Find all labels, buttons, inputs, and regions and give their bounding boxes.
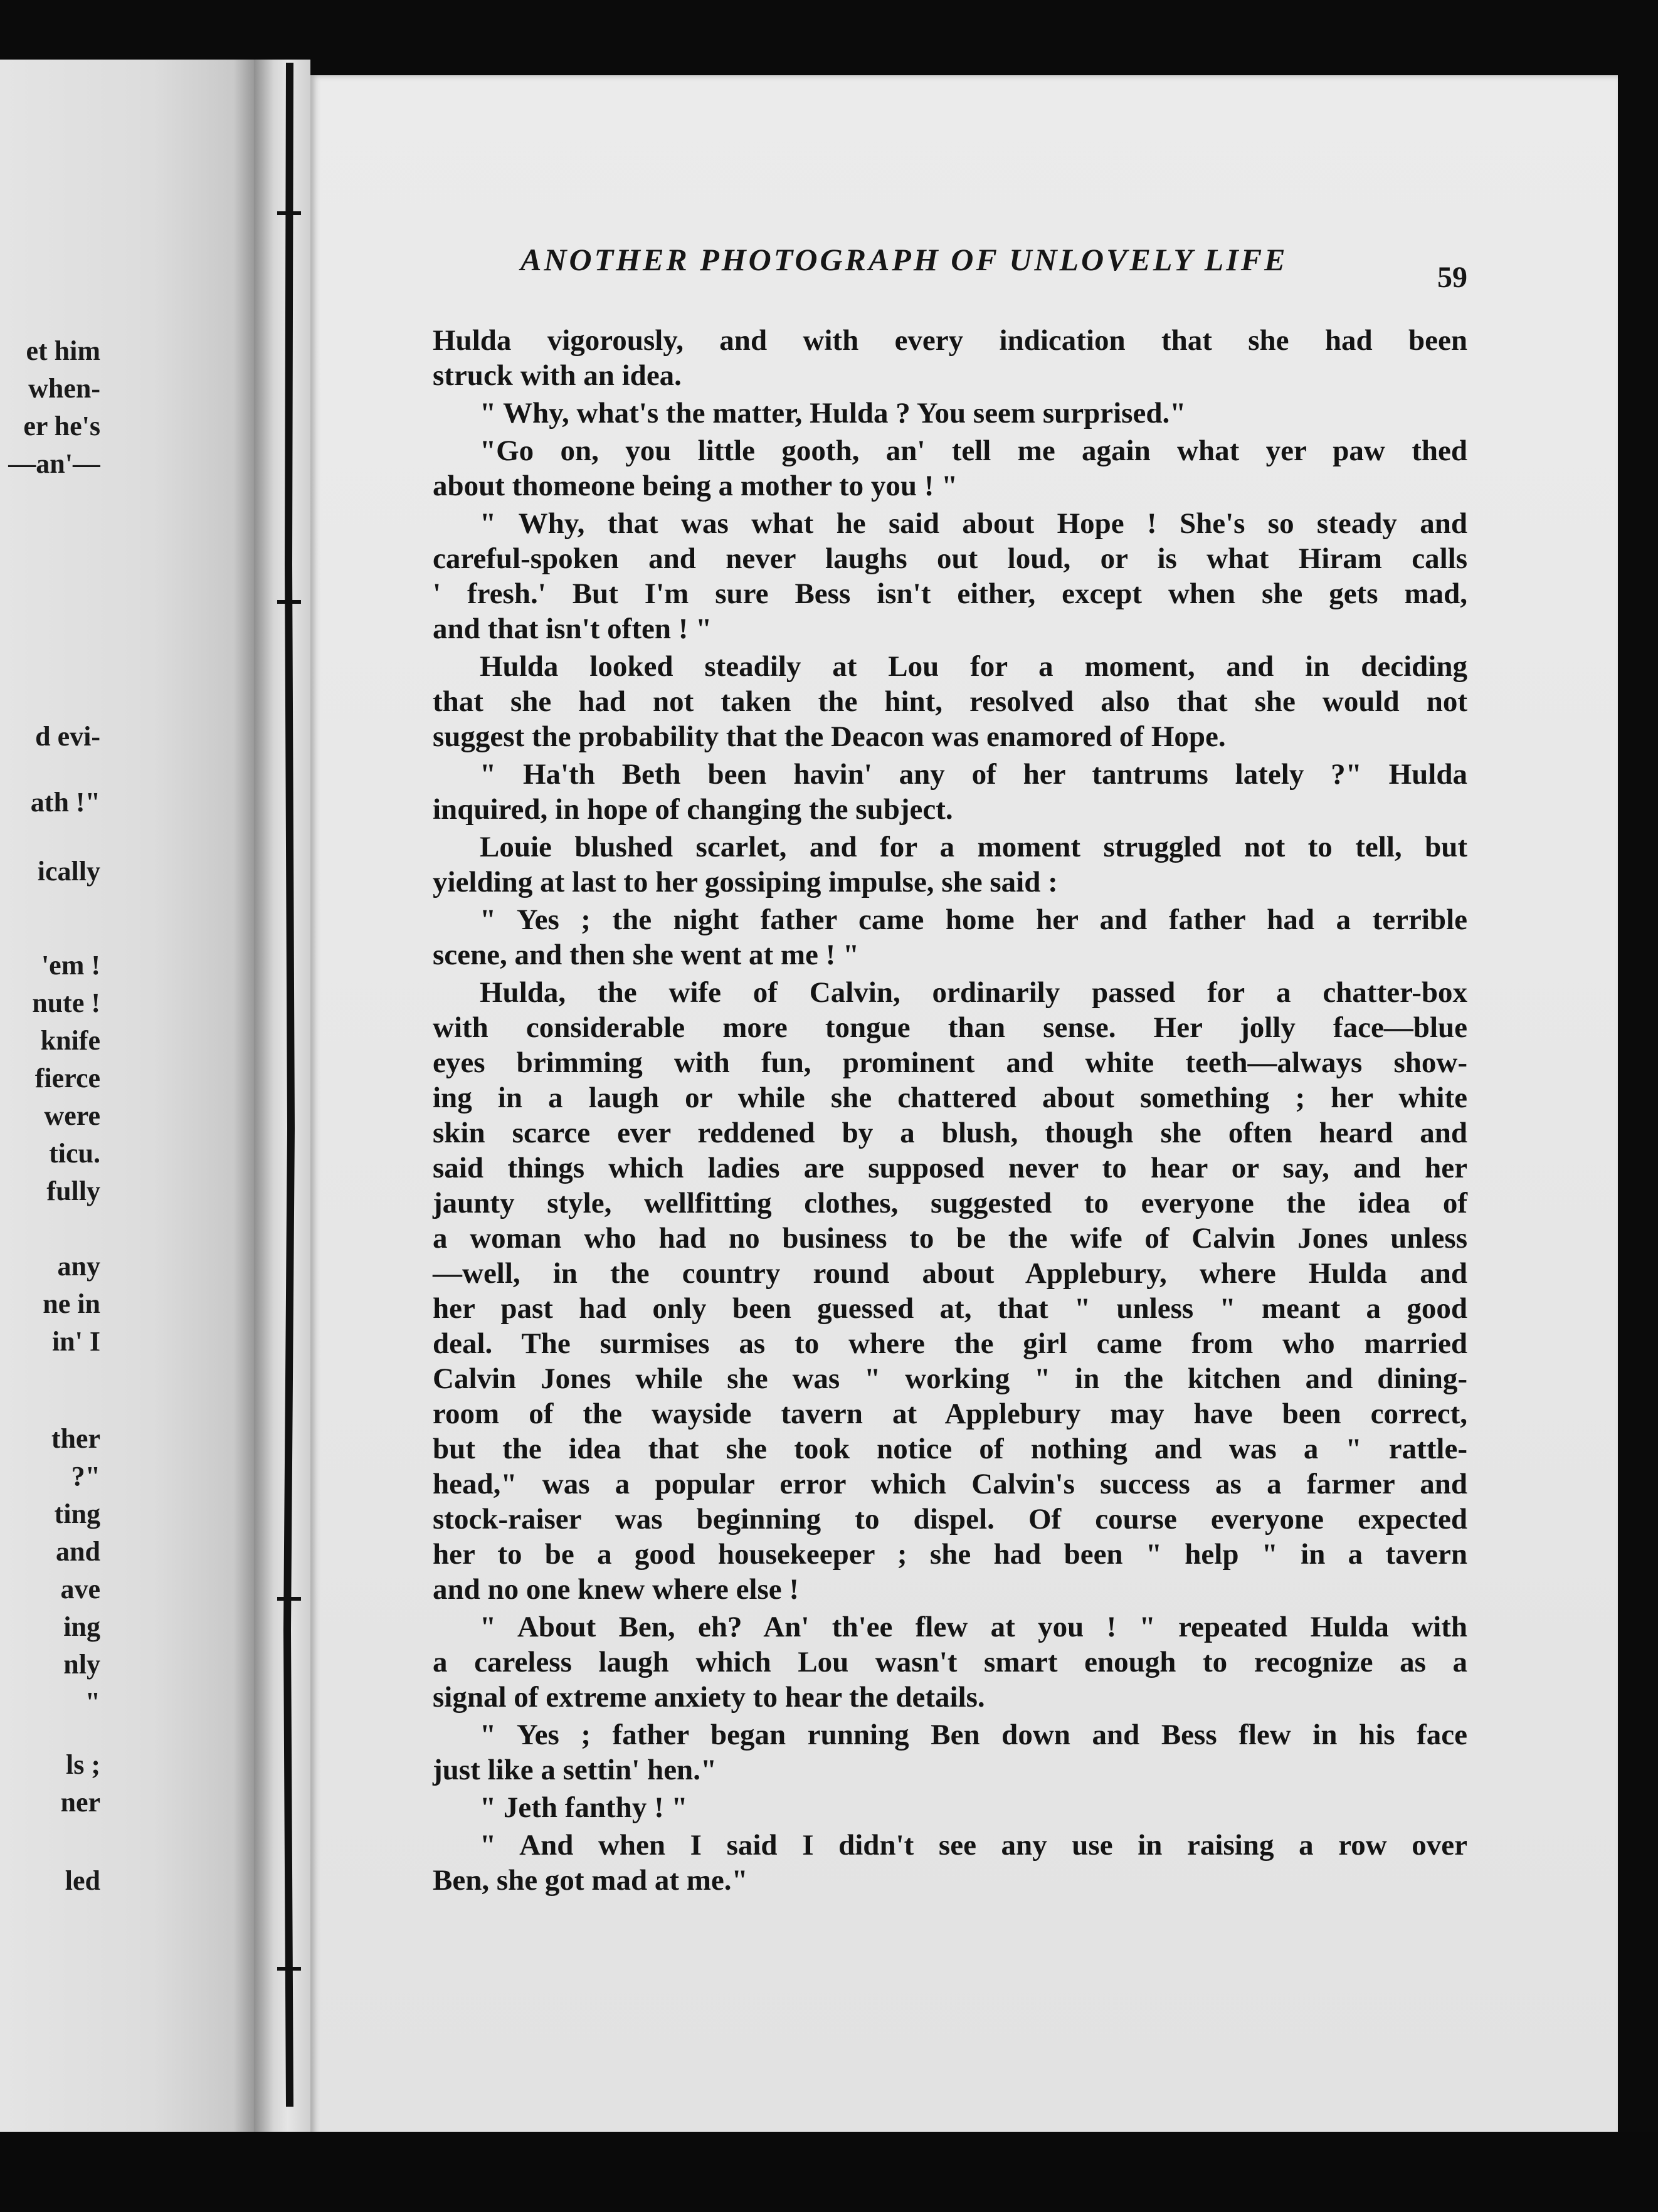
left-fragment: ing — [63, 1611, 100, 1642]
text-line: her to be a good housekeeper ; she had been " help " in a tavern — [433, 1538, 1467, 1571]
text-line: that she had not taken the hint, resolved also that she would not — [433, 685, 1467, 718]
left-fragment: any — [57, 1251, 100, 1282]
text-line: eyes brimming with fun, prominent and white teeth—always show- — [433, 1046, 1467, 1079]
left-fragment: ticu. — [49, 1138, 100, 1169]
text-line: Calvin Jones while she was " working " in the kitchen and dining- — [433, 1362, 1467, 1395]
text-line: scene, and then she went at me ! " — [433, 939, 860, 971]
left-fragment: knife — [40, 1025, 100, 1056]
text-line: said things which ladies are supposed never to hear or say, and her — [433, 1152, 1467, 1184]
text-line: Louie blushed scarlet, and for a moment struggled not to tell, but — [480, 831, 1467, 863]
running-head: ANOTHER PHOTOGRAPH OF UNLOVELY LIFE — [520, 242, 1288, 277]
text-line: —well, in the country round about Applebury, where Hulda and — [433, 1257, 1467, 1290]
left-fragment: " — [85, 1687, 100, 1717]
text-line: but the idea that she took notice of nothing and was a " rattle- — [433, 1433, 1467, 1465]
left-fragment: ting — [54, 1498, 100, 1529]
text-line: " Why, that was what he said about Hope ! She's so steady and — [480, 507, 1467, 540]
left-fragment: and — [56, 1536, 100, 1567]
text-line: Ben, she got mad at me." — [433, 1864, 748, 1897]
text-line: careful-spoken and never laughs out loud, or is what Hiram calls — [433, 542, 1467, 575]
text-line: " Why, what's the matter, Hulda ? You seem surprised." — [480, 397, 1186, 429]
text-line: her past had only been guessed at, that " unless " meant a good — [433, 1292, 1467, 1325]
left-fragment: ave — [60, 1574, 100, 1604]
text-line: " Jeth fanthy ! " — [480, 1791, 688, 1824]
text-line: a careless laugh which Lou wasn't smart enough to recognize as a — [433, 1646, 1467, 1678]
left-page-edge — [0, 60, 254, 2132]
text-line: " Yes ; father began running Ben down and Bess flew in his face — [480, 1719, 1467, 1751]
scan-bottom-edge — [0, 2132, 1658, 2212]
text-line: signal of extreme anxiety to hear the details. — [433, 1681, 985, 1714]
left-fragment: nute ! — [32, 988, 100, 1018]
text-line: yielding at last to her gossiping impulse, she said : — [433, 866, 1058, 898]
text-line: about thomeone being a mother to you ! " — [433, 470, 958, 502]
text-line: and no one knew where else ! — [433, 1573, 800, 1606]
text-line: a woman who had no business to be the wife of Calvin Jones unless — [433, 1222, 1467, 1255]
text-line: Hulda vigorously, and with every indication that she had been — [433, 324, 1467, 357]
text-line: ing in a laugh or while she chattered about something ; her white — [433, 1082, 1467, 1114]
text-line: Hulda looked steadily at Lou for a moment, and in deciding — [480, 650, 1467, 683]
left-fragment: were — [44, 1100, 100, 1131]
left-fragment: fierce — [34, 1063, 100, 1093]
text-line: " And when I said I didn't see any use in raising a row over — [480, 1829, 1467, 1862]
left-fragment: ther — [51, 1423, 100, 1454]
left-fragment: d evi- — [35, 721, 100, 752]
text-line: jaunty style, wellfitting clothes, suggested to everyone the idea of — [433, 1187, 1467, 1219]
text-line: " About Ben, eh? An' th'ee flew at you ! " repeated Hulda with — [480, 1611, 1467, 1643]
left-fragment: ath !" — [30, 787, 100, 818]
binding-thread — [276, 63, 302, 2107]
left-fragment: nly — [63, 1649, 100, 1680]
text-line: just like a settin' hen." — [433, 1754, 717, 1786]
left-fragment: —an'— — [8, 448, 100, 479]
text-line: Hulda, the wife of Calvin, ordinarily passed for a chatter-box — [480, 976, 1467, 1009]
text-line: skin scarce ever reddened by a blush, though she often heard and — [433, 1117, 1467, 1149]
text-line: ' fresh.' But I'm sure Bess isn't either, except when she gets mad, — [433, 577, 1467, 610]
left-fragment: when- — [28, 373, 100, 404]
left-fragment: ically — [37, 856, 100, 887]
left-fragment: fully — [46, 1176, 100, 1206]
text-line: deal. The surmises as to where the girl came from who married — [433, 1327, 1467, 1360]
text-line: stock-raiser was beginning to dispel. Of course everyone expected — [433, 1503, 1467, 1535]
left-fragment: ner — [60, 1787, 100, 1818]
left-fragment: led — [65, 1865, 100, 1896]
text-line: inquired, in hope of changing the subject. — [433, 793, 953, 826]
left-fragment: in' I — [51, 1326, 100, 1357]
left-fragment: ls ; — [66, 1749, 100, 1780]
page-number: 59 — [1437, 261, 1467, 294]
left-fragment: et him — [26, 335, 100, 366]
text-line: suggest the probability that the Deacon was enamored of Hope. — [433, 720, 1226, 753]
text-line: and that isn't often ! " — [433, 613, 712, 645]
text-line: " Yes ; the night father came home her and father had a terrible — [480, 903, 1467, 936]
text-line: room of the wayside tavern at Applebury may have been correct, — [433, 1398, 1467, 1430]
left-fragment: ?" — [71, 1461, 100, 1492]
text-line: " Ha'th Beth been havin' any of her tantrums lately ?" Hulda — [480, 758, 1467, 791]
text-line: with considerable more tongue than sense. Her jolly face—blue — [433, 1011, 1467, 1044]
text-line: head," was a popular error which Calvin's success as a farmer and — [433, 1468, 1467, 1500]
text-line: "Go on, you little gooth, an' tell me again what yer paw thed — [480, 434, 1467, 467]
left-fragment: 'em ! — [41, 950, 100, 981]
left-fragment: er he's — [23, 411, 100, 441]
left-fragment: ne in — [43, 1288, 100, 1319]
text-line: struck with an idea. — [433, 359, 682, 392]
